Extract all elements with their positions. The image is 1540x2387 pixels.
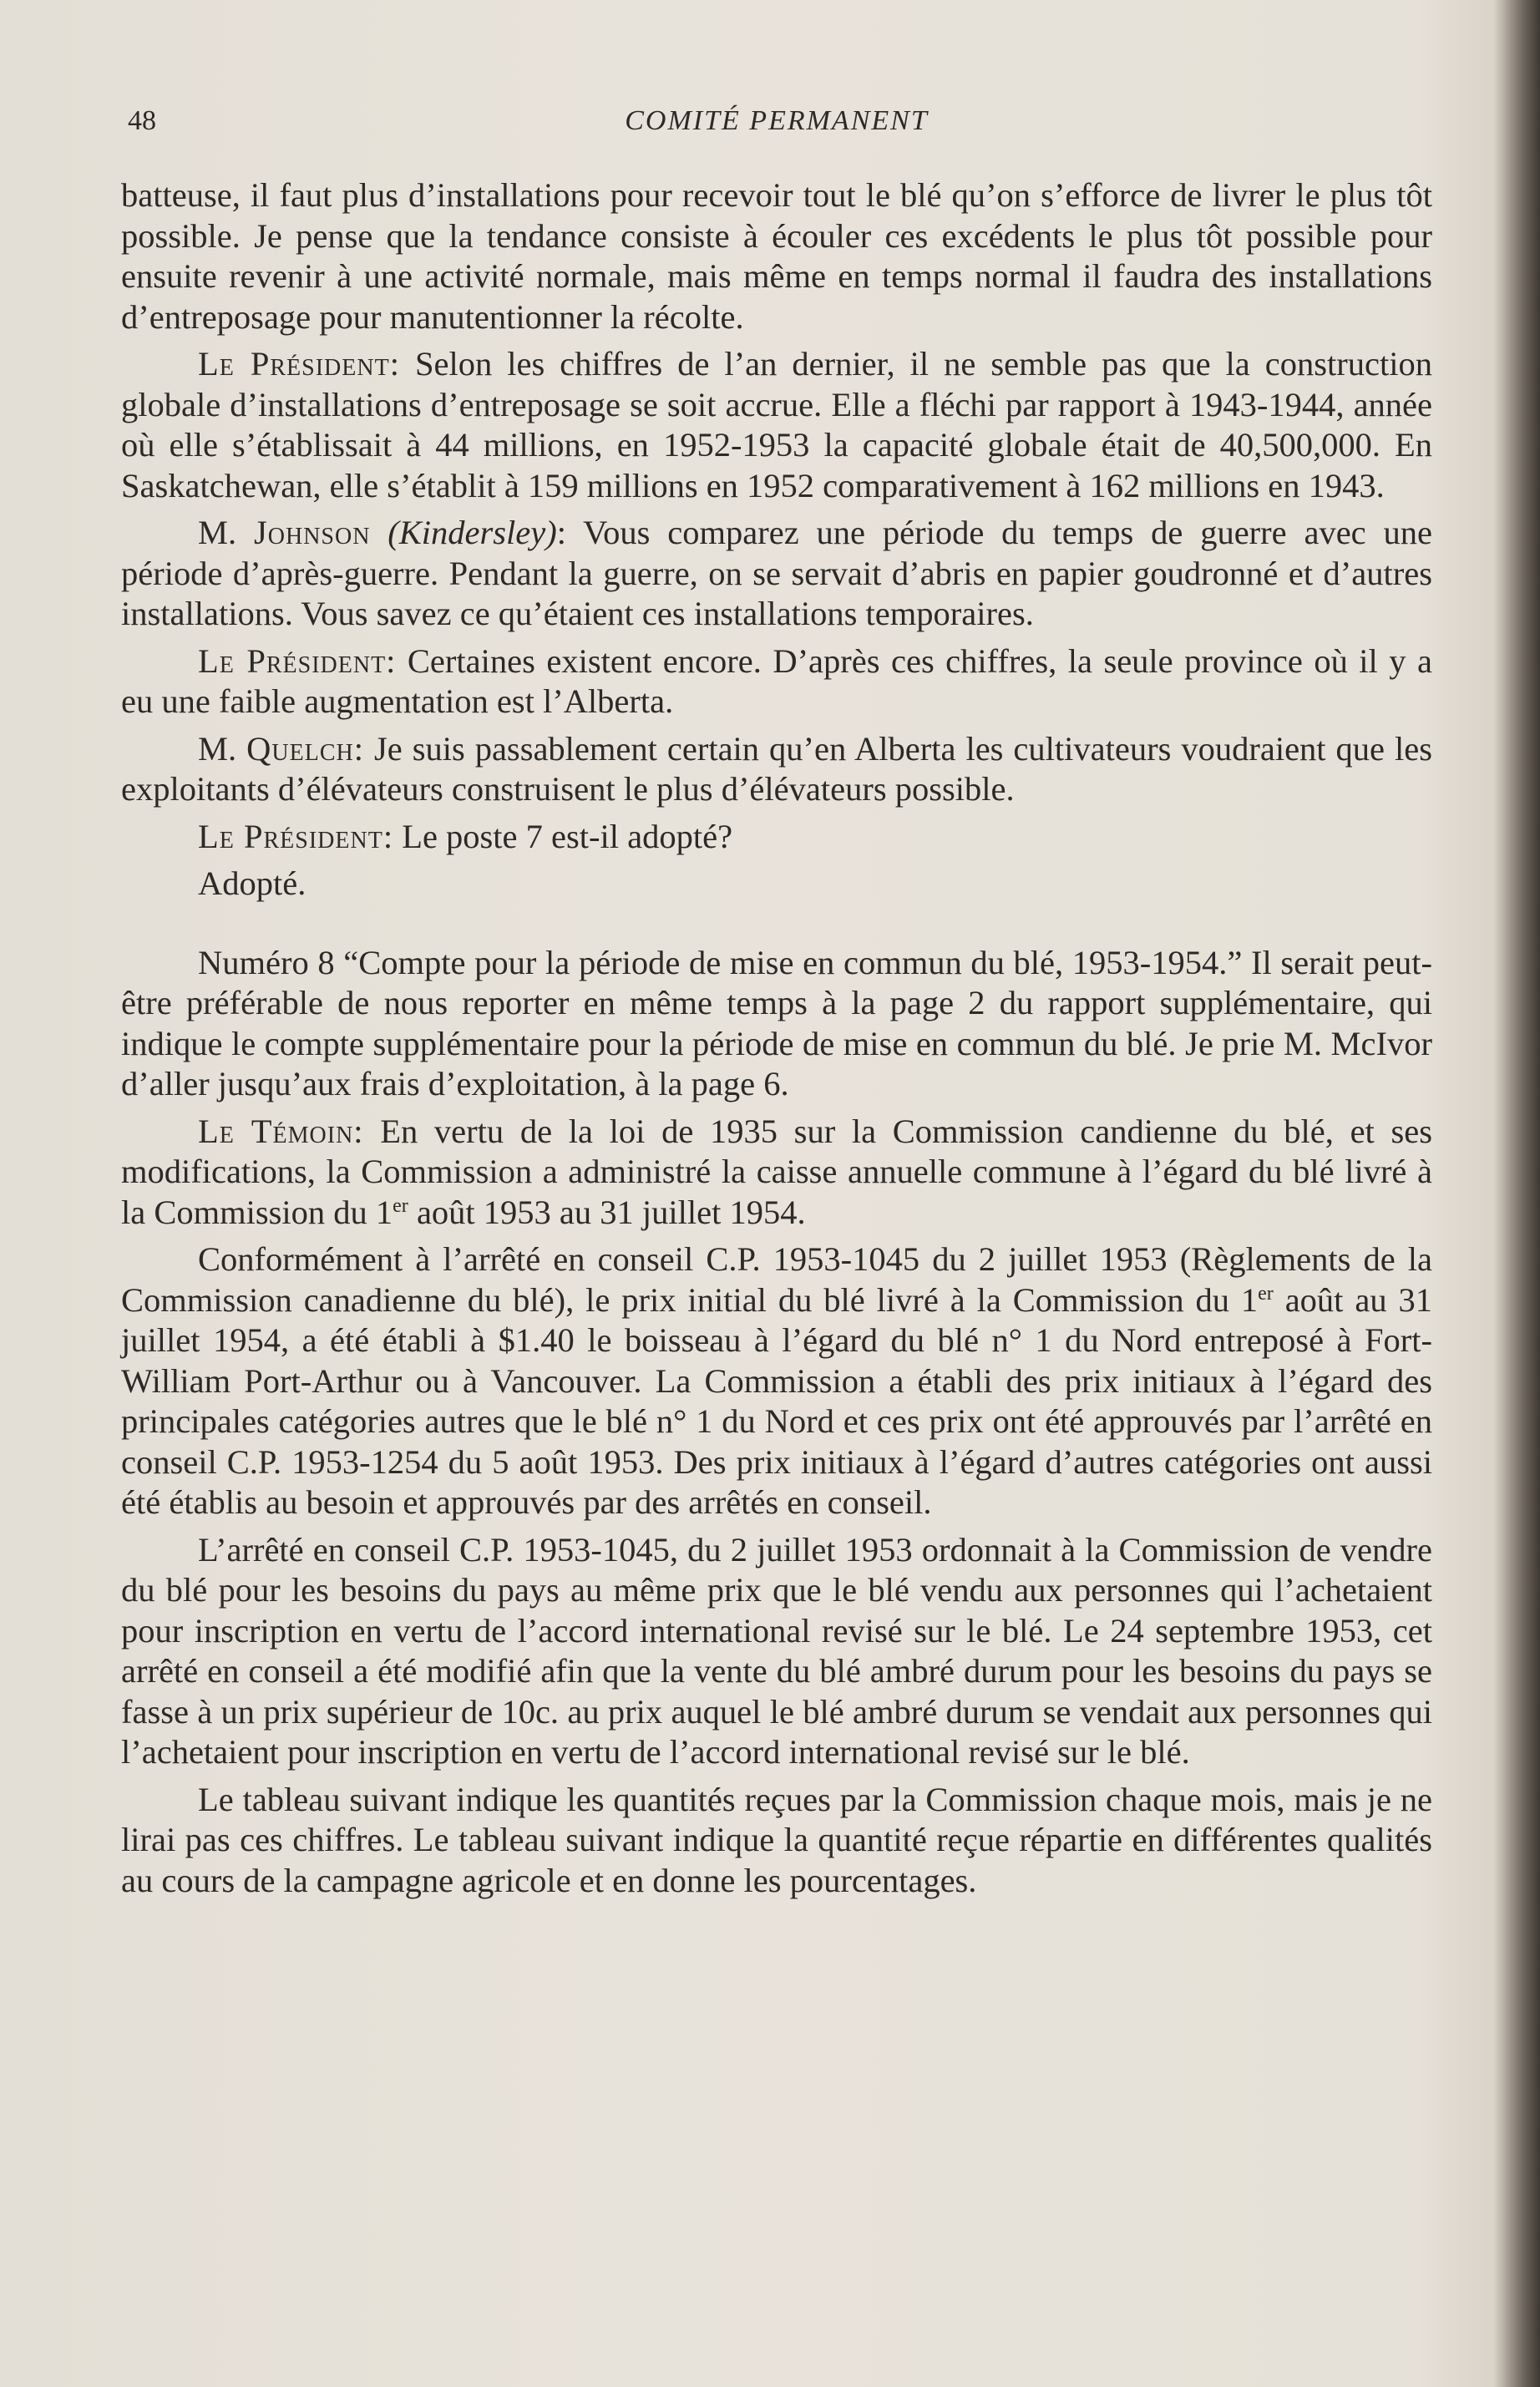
superscript: er	[1258, 1282, 1274, 1305]
paragraph-tableau	[121, 1780, 1432, 1902]
paragraph-quelch	[121, 729, 1432, 810]
speaker-name: Le Président:	[198, 641, 397, 680]
paragraph-text: batteuse, il faut plus d’installations pour recevoir tout le blé qu’on s’efforce de livrer le plus tôt possible. Je pense que la tendance consiste à écouler ces excédents le plus tôt possible pour ensuite revenir à une activité normale, mais même en temps normal il faudra des installations d’entreposage pour manutentionner la récolte.	[121, 176, 1432, 336]
paragraph-adopted	[121, 864, 1432, 905]
speaker-riding: (Kindersley)	[388, 514, 557, 551]
paragraph-continuation	[121, 175, 1432, 337]
paragraph-text: En vertu de la loi de 1935 sur la Commission candienne du blé, et ses modifications, la Commission a administré la caisse annuelle commune à l’égard du blé livré à la Commission du 1	[121, 1112, 1432, 1231]
paragraph-text: Conformément à l’arrêté en conseil C.P. 1953-1045 du 2 juillet 1953 (Règlements de la Commission canadienne du blé), le prix initial du blé livré à la Commission du 1	[121, 1240, 1432, 1319]
paragraph-text: Adopté.	[198, 864, 306, 902]
paragraph-text: Je suis passablement certain qu’en Alberta les cultivateurs voudraient que les exploitants d’élévateurs construisent le plus d’élévateurs possible.	[121, 729, 1432, 808]
paragraph-text: L’arrêté en conseil C.P. 1953-1045, du 2 juillet 1953 ordonnait à la Commission de vendre du blé pour les besoins du pays au même prix que le blé vendu aux personnes qui l’achetaient pour inscription en vertu de l’accord international revisé sur le blé. Le 24 septembre 1953, cet arrêté en conseil a été modifié afin que la vente du blé ambré durum pour les besoins du pays se fasse à un prix supérieur de 10c. au prix auquel le blé ambré durum se vendait aux personnes qui l’achetaient pour inscription en vertu de l’accord international revisé sur le blé.	[121, 1530, 1432, 1771]
paragraph-text: août 1953 au 31 juillet 1954.	[408, 1193, 806, 1231]
paragraph-text: Numéro 8 “Compte pour la période de mise en commun du blé, 1953-1954.” Il serait peut-être préférable de nous reporter en même temps à la page 2 du rapport supplémentaire, qui indique le compte supplémentaire pour la période de mise en commun du blé. Je prie M. McIvor d’aller jusqu’aux frais d’exploitation, à la page 6.	[121, 943, 1432, 1102]
paragraph-text: août au 31 juillet 1954, a été établi à $1.40 le boisseau à l’égard du blé n° 1 du Nord entreposé à Fort-William Port-Arthur ou à Vancouver. La Commission a établi des prix initiaux à l’égard des principales catégories autres que le blé n° 1 du Nord et ces prix ont été approuvés par l’arrêté en conseil C.P. 1953-1254 du 5 août 1953. Des prix initiaux à l’égard d’autres catégories ont aussi été établis au besoin et approuvés par des arrêtés en conseil.	[121, 1280, 1432, 1521]
page-title: COMITÉ PERMANENT	[625, 105, 929, 136]
speaker-prefix: M.	[198, 729, 247, 768]
speaker-name: Le Témoin:	[198, 1112, 364, 1150]
speaker-name: Le Président:	[198, 345, 400, 383]
paragraph-item-8	[121, 943, 1432, 1105]
paragraph-witness	[121, 1112, 1432, 1234]
superscript: er	[393, 1194, 408, 1217]
paragraph-text: Certaines existent encore. D’après ces chiffres, la seule province où il y a eu une faible augmentation est l’Alberta.	[121, 641, 1433, 720]
speaker-prefix: M.	[198, 514, 254, 551]
body-text	[121, 175, 1432, 1908]
page-number: 48	[128, 105, 156, 136]
paragraph-president-2	[121, 641, 1432, 722]
speaker-name: Quelch:	[246, 729, 364, 768]
paragraph-president-3	[121, 817, 1432, 858]
paragraph-arrete	[121, 1530, 1432, 1773]
paragraph-text: : Vous comparez une période du temps de guerre avec une période d’après-guerre. Pendant la guerre, on se servait d’abris en papier goudronné et d’autres installations. Vous savez ce qu’étaient ces installations temporaires.	[121, 514, 1432, 632]
speaker-name: Le Président:	[198, 817, 394, 855]
paragraph-text: Le tableau suivant indique les quantités reçues par la Commission chaque mois, mais je ne lirai pas ces chiffres. Le tableau suivant indique la quantité reçue répartie en différentes qualités au cours de la campagne agricole et en donne les pourcentages.	[121, 1780, 1432, 1899]
paragraph-johnson	[121, 513, 1432, 635]
running-head	[121, 105, 1432, 147]
speaker-name: Johnson	[254, 514, 371, 551]
paragraph-text: Le poste 7 est-il adopté?	[393, 817, 733, 855]
paragraph-text: Selon les chiffres de l’an dernier, il ne semble pas que la construction globale d’installations d’entreposage se soit accrue. Elle a fléchi par rapport à 1943-1944, année où elle s’établissait à 44 millions, en 1952-1953 la capacité globale était de 40,500,000. En Saskatchewan, elle s’établit à 159 millions en 1952 comparativement à 162 millions en 1943.	[121, 345, 1432, 504]
paragraph-president-1	[121, 344, 1432, 506]
paragraph-conformement	[121, 1239, 1432, 1523]
